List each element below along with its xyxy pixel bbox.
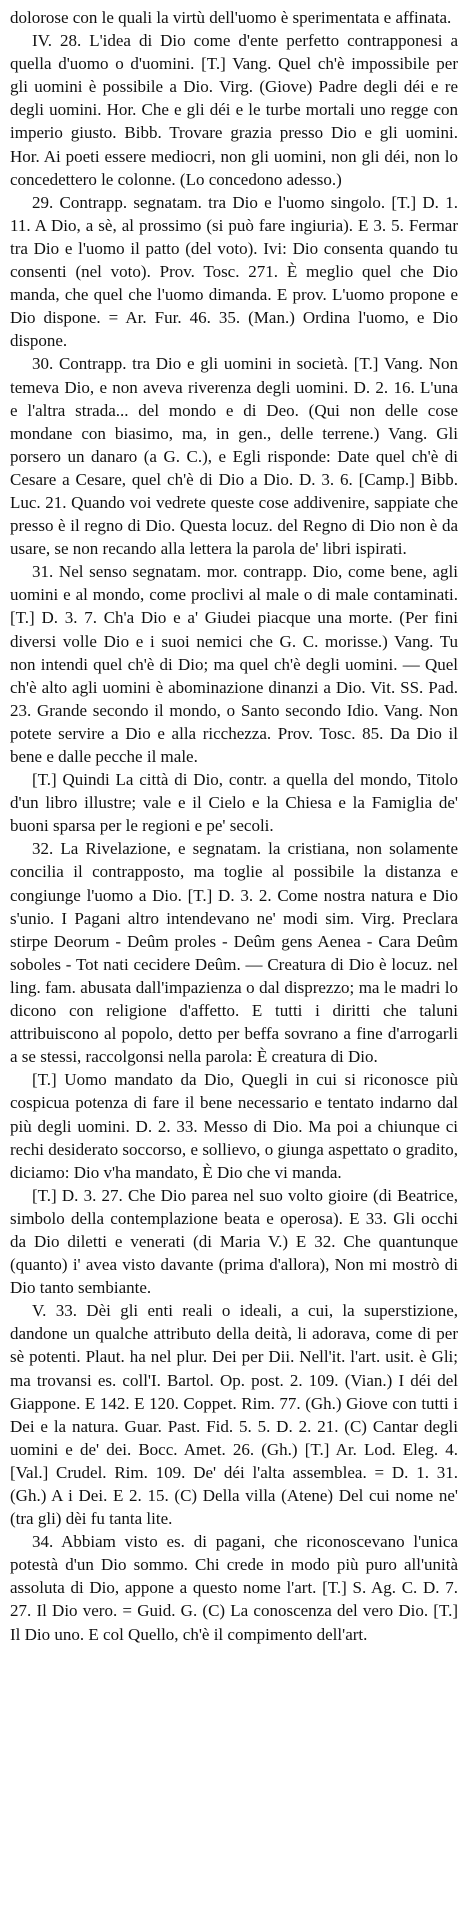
entry-section-iv-28: IV. 28. L'idea di Dio come d'ente perfetto contrapponesi a quella d'uomo o d'uomini. [T.] Vang. Quel ch'è impossibile per gli uomini è possibile a Dio. Virg. (Giove) Padre degli déi e re degli uomini. Hor. Che e gli déi e le turbe mortali uno regge con imperio giusto. Bibb. Trovare grazia presso Dio e gli uomini. Hor. Ai poeti essere mediocri, non gli uomini, non gli déi, non lo concedettero le colonne. (Lo concedono adesso.) — [10, 31, 458, 189]
entry-section-34: 34. Abbiam visto es. di pagani, che riconoscevano l'unica potestà d'un Dio sommo. Chi crede in modo più puro all'unità assoluta di Dio, appone a questo nome l'art. [T.] S. Ag. C. D. 7. 27. Il Dio vero. = Guid. G. (C) La conoscenza del vero Dio. [T.] Il Dio uno. E col Quello, ch'è il compimento dell'art. — [10, 1532, 458, 1644]
entry-section-32: 32. La Rivelazione, e segnatam. la cristiana, non solamente concilia il contrapposto, ma toglie al possibile la distanza e congiunge l'uomo a Dio. [T.] D. 3. 2. Come nostra natura e Dio s'unio. I Pagani altro intendevano ne' modi sim. Virg. Preclara stirpe Deorum - Deûm proles - Deûm gens Aenea - Cara Deûm soboles - Tot nati cecidere Deûm. — Creatura di Dio è locuz. nel ling. fam. abusata dall'impazienza o dal disprezzo; ma le madri lo dicono con religione d'affetto. E tutti i diritti che taluni attribuiscono al popolo, detto per beffa sovrano a fine d'arrogarli a se stessi, raccolgonsi nella parola: È creatura di Dio. — [10, 839, 458, 1067]
entry-continuation: dolorose con le quali la virtù dell'uomo è sperimentata e affinata. — [10, 8, 452, 27]
entry-section-31: 31. Nel senso segnatam. mor. contrapp. Dio, come bene, agli uomini e al mondo, come proclivi al male o di male contaminati. [T.] D. 3. 7. Ch'a Dio e a' Giudei piacque una morte. (Per fini diversi volle Dio e i suoi nemici che G. C. morisse.) Vang. Tu non intendi quel ch'è di Dio; ma quel ch'è degli uomini. — Quel ch'è alto agli uomini è abominazione dinanzi a Dio. Vit. SS. Pad. 23. Grande secondo il mondo, o Santo secondo Idio. Vang. Non potete servire a Dio e alla ricchezza. Prov. Tosc. 85. Da Dio il bene e dalle pecche il male. — [10, 562, 458, 766]
entry-section-31-note: [T.] Quindi La città di Dio, contr. a quella del mondo, Titolo d'un libro illustre; vale e il Cielo e la Chiesa e la Famiglia de' buoni sparsa per le regioni e pe' secoli. — [10, 770, 458, 836]
entry-section-30: 30. Contrapp. tra Dio e gli uomini in società. [T.] Vang. Non temeva Dio, e non aveva riverenza degli uomini. D. 2. 16. L'una e l'altra strada... del mondo e di Deo. (Qui non delle cose mondane con biasimo, ma, in gen., delle terrene.) Vang. Gli porsero un danaro (a G. C.), e Egli risponde: Date quel ch'è di Cesare a Cesare, quel ch'è di Dio a Dio. D. 3. 6. [Camp.] Bibb. Luc. 21. Quando voi vedrete queste cose addivenire, sappiate che presso è il regno di Dio. Questa locuz. del Regno di Dio non è da usare, se non recando alla lettera la parola de' libri ispirati. — [10, 354, 458, 559]
entry-section-32-note-b: [T.] D. 3. 27. Che Dio parea nel suo volto gioire (di Beatrice, simbolo della contemplazione beata e operosa). E 33. Gli occhi da Dio diletti e venerati (di Maria V.) E 32. Che quantunque (quanto) i' avea visto davante (prima d'allora), Non mi mostrò di Dio tanto sembiante. — [10, 1185, 458, 1298]
entry-section-32-note-a: [T.] Uomo mandato da Dio, Quegli in cui si riconosce più cospicua potenza di fare il bene necessario e tentato indarno dal più degli uomini. D. 2. 33. Messo di Dio. Ma poi a chiunque ci rechi desiderato soccorso, e sollievo, o giunga aspettato o gradito, diciamo: Dio v'ha mandato, È Dio che vi manda. — [10, 1070, 458, 1182]
entry-section-29: 29. Contrapp. segnatam. tra Dio e l'uomo singolo. [T.] D. 1. 11. A Dio, a sè, al prossimo (si può fare ingiuria). E 3. 5. Fermar tra Dio e l'uomo il patto (del voto). Ivi: Dio consenta quando tu consenti (nel voto). Prov. Tosc. 271. È meglio quel che Dio manda, che quel che l'uomo dimanda. E prov. L'uomo propone e Dio dispone. = Ar. Fur. 46. 35. (Man.) Ordina l'uomo, e Dio dispone. — [10, 192, 458, 351]
entry-section-v-33: V. 33. Dèi gli enti reali o ideali, a cui, la superstizione, dandone un qualche attributo della deità, li adorava, come di per sè potenti. Plaut. ha nel plur. Dei per Dii. Nell'it. l'art. usit. è Gli; ma trovansi es. coll'I. Bartol. Op. post. 2. 109. (Vian.) I déi del Giappone. E 142. E 120. Coppet. Rim. 77. (Gh.) Giove con tutti i Dei e la natura. Guar. Past. Fid. 5. 5. D. 2. 21. (C) Cantar degli uomini e de' dei. Bocc. Amet. 26. (Gh.) [T.] Ar. Lod. Eleg. 4. [Val.] Crudel. Rim. 109. De' déi l'alta assemblea. = D. 1. 31. (Gh.) A i Dei. E 2. 15. (C) Della villa (Atene) Del cui nome ne' (tra gli) dèi fu tanta lite. — [10, 1301, 458, 1529]
